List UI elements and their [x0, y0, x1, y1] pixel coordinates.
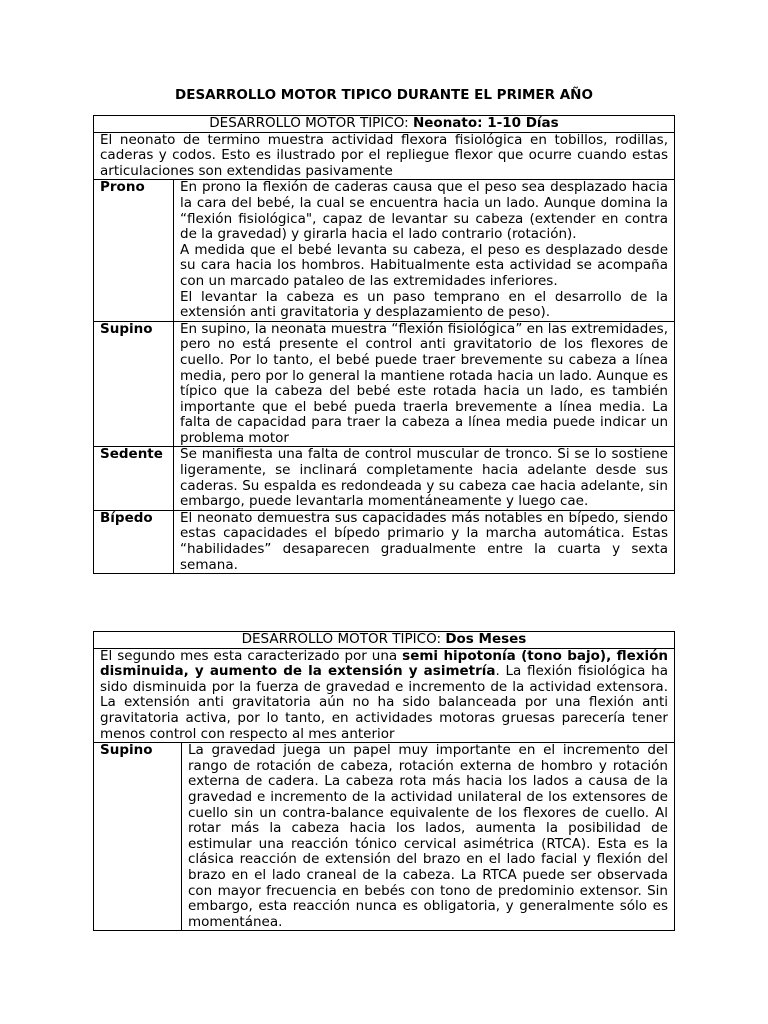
section-dos-meses-table: [93, 631, 675, 931]
row-text-prono: [174, 180, 675, 321]
row-label-supino: Supino: [94, 743, 182, 931]
paragraph: En supino, la neonata muestra “flexión fisiológica” en las extremidades, pero no está presente el control anti gravitatorio de los flexores de cuello. Por lo tanto, el bebé puede traer brevemente su cabeza a línea media, pero por lo general la mantiene rotada hacia un lado. Aunque es típico que la cabeza del bebé este rotada hacia un lado, es también importante que el bebé pueda traerla brevemente a línea media. La falta de capacidad para traer la cabeza a línea media puede indicar un problema motor: [180, 320, 668, 446]
section-neonato-table: [93, 115, 675, 574]
row-label-supino: Supino: [94, 321, 174, 447]
page-title: DESARROLLO MOTOR TIPICO DURANTE EL PRIMER AÑO: [175, 87, 593, 103]
intro-text: El segundo mes esta caracterizado por una: [100, 647, 403, 664]
section-intro: [94, 648, 675, 743]
section-header: [94, 632, 675, 649]
paragraph: La gravedad juega un papel muy importante en el incremento del rango de rotación de cabeza, rotación externa de hombro y rotación externa de cadera. La cabeza rota más hacia los lados a causa de la gravedad e incremento de la actividad unilateral de los extensores de cuello sin un contra-balance equivalente de los flexores de cuello. Al rotar más la cabeza hacia los lados, aumenta la posibilidad de estimular una reacción tónico cervical asimétrica (RTCA). Esta es la clásica reacción de extensión del brazo en el lado facial y flexión del brazo en el lado craneal de la cabeza. La RTCA puede ser observada con mayor frecuencia en bebés con tono de predominio extensor. Sin embargo, esta reacción nunca es obligatoria, y generalmente sólo es momentánea.: [188, 742, 668, 930]
intro-text: . La flexión fisiológica ha sido disminuida por la fuerza de gravedad e incremento de la actividad extensora. La extensión anti gravitatoria aún no ha sido balanceada por una flexión anti gravitatoria activa, por lo tanto, en actividades motoras gruesas parecería tener menos control con respecto al mes anterior: [100, 663, 668, 742]
row-label-bipedo: Bípedo: [94, 510, 174, 573]
row-text-bipedo: [174, 510, 675, 573]
row-label-sedente: Sedente: [94, 447, 174, 510]
row-text-sedente: [174, 447, 675, 510]
paragraph: El neonato demuestra sus capacidades más notables en bípedo, siendo estas capacidades el bípedo primario y la marcha automática. Estas “habilidades” desaparecen gradualmente entre la cuarta y sexta semana.: [180, 509, 668, 573]
section-header-prefix: DESARROLLO MOTOR TIPICO:: [209, 115, 409, 131]
section-header-bold: Neonato: 1-10 Días: [412, 115, 559, 131]
row-text-supino: [182, 743, 675, 931]
row-text-supino: [174, 321, 675, 447]
intro-bold-text: semi hipotonía (tono bajo), flexión disminuida, y aumento de la extensión y asimetría: [100, 647, 668, 680]
paragraph: A medida que el bebé levanta su cabeza, el peso es desplazado desde su cara hacia los hombros. Habitualmente esta actividad se acompaña con un marcado pataleo de las extremidades inferiores.: [180, 241, 668, 289]
paragraph: En prono la flexión de caderas causa que el peso sea desplazado hacia la cara del bebé, la cual se encuentra hacia un lado. Aunque domina la “flexión fisiológica", capaz de levantar su cabeza (extender en contra de la gravedad) y girarla hacia el lado contrario (rotación).: [180, 179, 668, 243]
section-intro: El neonato de termino muestra actividad flexora fisiológica en tobillos, rodillas, caderas y codos. Esto es ilustrado por el repliegue flexor que ocurre cuando estas articulaciones son extendidas pasivamente: [94, 132, 675, 180]
section-header-prefix: DESARROLLO MOTOR TIPICO:: [241, 631, 442, 647]
row-label-prono: Prono: [94, 180, 174, 321]
paragraph: El levantar la cabeza es un paso temprano en el desarrollo de la extensión anti gravitatoria y desplazamiento de peso).: [180, 288, 668, 321]
paragraph: Se manifiesta una falta de control muscular de tronco. Si se lo sostiene ligeramente, se inclinará completamente hacia adelante desde sus caderas. Su espalda es redondeada y su cabeza cae hacia adelante, sin embargo, puede levantarla momentáneamente y luego cae.: [180, 446, 668, 510]
section-header: [94, 116, 675, 133]
section-header-bold: Dos Meses: [445, 631, 527, 647]
